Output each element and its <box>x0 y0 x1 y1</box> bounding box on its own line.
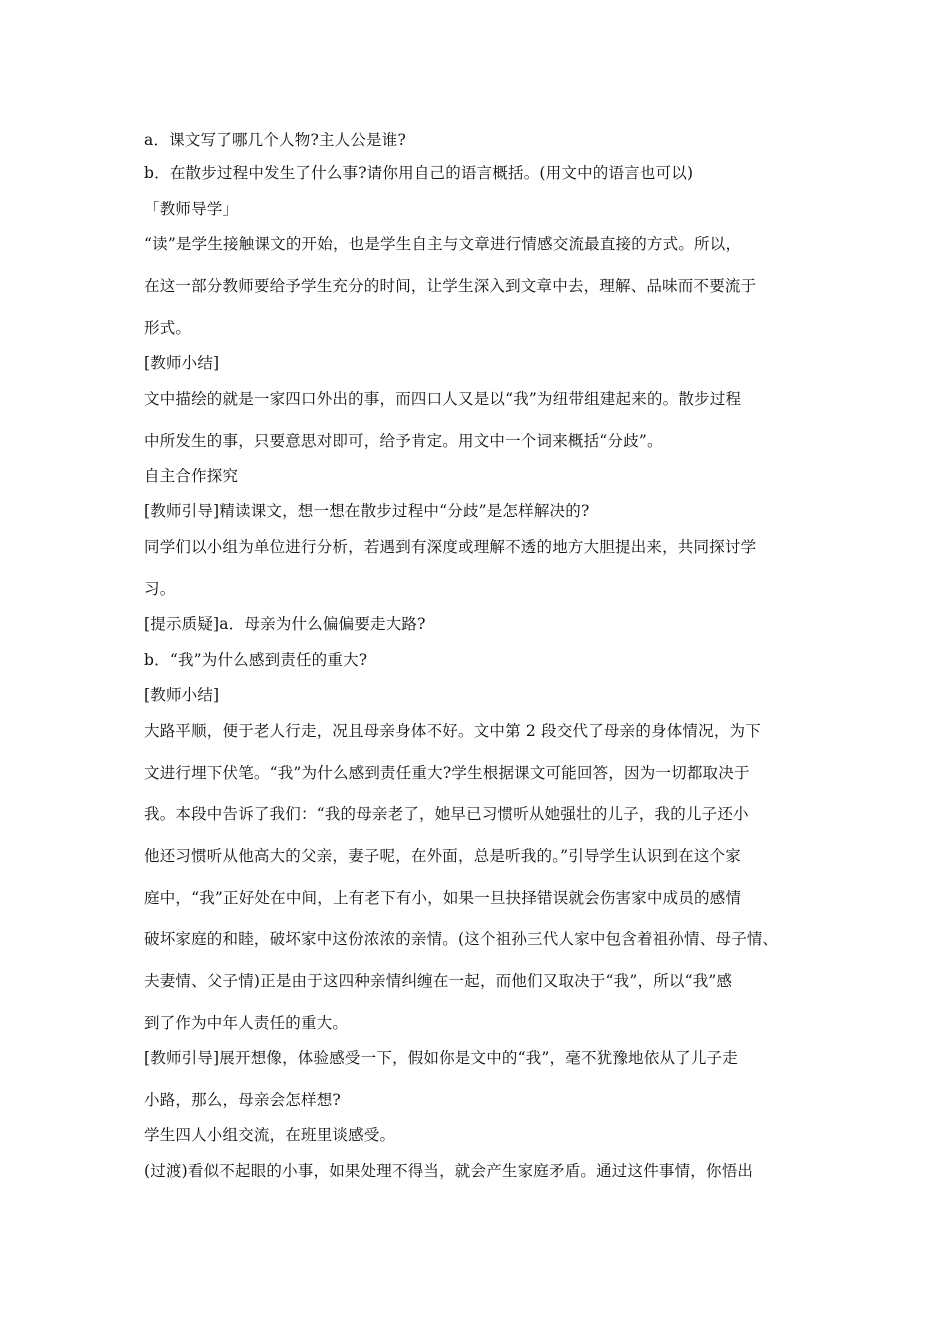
text-line: 破坏家庭的和睦，破坏家中这份浓浓的亲情。(这个祖孙三代人家中包含着祖孙情、母子情、 <box>144 930 779 948</box>
text-line: b．“我”为什么感到责任的重大? <box>144 651 368 669</box>
text-line: 我。本段中告诉了我们：“我的母亲老了，她早已习惯听从她强壮的儿子，我的儿子还小 <box>144 805 749 823</box>
text-line: [提示质疑]a．母亲为什么偏偏要走大路? <box>144 615 426 633</box>
text-line: 庭中，“我”正好处在中间，上有老下有小，如果一旦抉择错误就会伤害家中成员的感情 <box>144 889 742 907</box>
text-line: 在这一部分教师要给予学生充分的时间，让学生深入到文章中去，理解、品味而不要流于 <box>144 277 757 295</box>
text-line: [教师小结] <box>144 686 220 704</box>
text-line: 到了作为中年人责任的重大。 <box>144 1014 349 1032</box>
text-line: 同学们以小组为单位进行分析，若遇到有深度或理解不透的地方大胆提出来，共同探讨学 <box>144 538 757 556</box>
text-line: 学生四人小组交流，在班里谈感受。 <box>144 1126 396 1144</box>
text-line: 大路平顺，便于老人行走，况且母亲身体不好。文中第 2 段交代了母亲的身体情况，为下 <box>144 722 761 740</box>
text-line: 文进行埋下伏笔。“我”为什么感到责任重大?学生根据课文可能回答，因为一切都取决于 <box>144 764 750 782</box>
text-line: 形式。 <box>144 319 192 337</box>
text-line: [教师小结] <box>144 354 220 372</box>
text-line: 习。 <box>144 580 176 598</box>
text-line: 「教师导学」 <box>144 200 239 218</box>
text-line: [教师引导]展开想像，体验感受一下，假如你是文中的“我”，毫不犹豫地依从了儿子走 <box>144 1049 738 1067</box>
text-line: b．在散步过程中发生了什么事?请你用自己的语言概括。(用文中的语言也可以) <box>144 164 694 182</box>
text-line: 小路，那么，母亲会怎样想? <box>144 1091 341 1109</box>
text-line: “读”是学生接触课文的开始，也是学生自主与文章进行情感交流最直接的方式。所以， <box>144 235 742 253</box>
text-line: 文中描绘的就是一家四口外出的事，而四口人又是以“我”为纽带组建起来的。散步过程 <box>144 390 742 408</box>
text-line: a．课文写了哪几个人物?主人公是谁? <box>144 131 406 149</box>
section-heading: 自主合作探究 <box>144 467 239 485</box>
text-line: 他还习惯听从他高大的父亲，妻子呢，在外面，总是听我的。”引导学生认识到在这个家 <box>144 847 741 865</box>
text-line: 夫妻情、父子情)正是由于这四种亲情纠缠在一起，而他们又取决于“我”，所以“我”感 <box>144 972 733 990</box>
text-line: (过渡)看似不起眼的小事，如果处理不得当，就会产生家庭矛盾。通过这件事情，你悟出 <box>144 1162 754 1180</box>
text-line: [教师引导]精读课文，想一想在散步过程中“分歧”是怎样解决的? <box>144 502 590 520</box>
text-line: 中所发生的事，只要意思对即可，给予肯定。用文中一个词来概括“分歧”。 <box>144 432 663 450</box>
